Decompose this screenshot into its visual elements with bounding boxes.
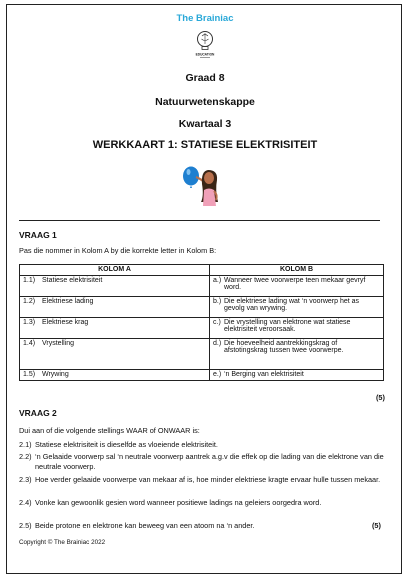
statement-item xyxy=(19,498,389,508)
statement-text: Beide protone en elektrone kan beweeg van een atoom na ‘n ander. xyxy=(35,521,255,530)
item-number: 1.3) xyxy=(23,319,36,326)
question-2-marks: (5) xyxy=(372,521,381,530)
table-row xyxy=(20,370,384,381)
statement-number: 2.2) xyxy=(19,452,32,461)
statement-item xyxy=(19,440,389,450)
statement-text: Statiese elektrisiteit is dieselfde as vloeiende elektrisiteit. xyxy=(35,440,218,449)
matching-table xyxy=(19,264,384,381)
column-b-cell xyxy=(210,297,384,318)
column-a-cell xyxy=(20,370,210,381)
question-1-instruction: Pas die nommer in Kolom A by die korrekte letter in Kolom B: xyxy=(19,246,217,255)
logo-caption: EDUCATION xyxy=(195,52,215,57)
statement-number: 2.3) xyxy=(19,475,32,484)
column-a-cell xyxy=(20,297,210,318)
column-a-cell xyxy=(20,339,210,370)
column-a-cell xyxy=(20,276,210,297)
item-letter: d.) xyxy=(213,340,222,347)
statement-number: 2.5) xyxy=(19,521,32,530)
item-letter: b.) xyxy=(213,298,222,305)
item-number: 1.1) xyxy=(23,277,36,284)
item-letter: a.) xyxy=(213,277,222,284)
column-b-cell xyxy=(210,370,384,381)
statement-text: ‘n Gelaaide voorwerp sal ‘n neutrale voorwerp aantrek a.g.v die effek op die lading van die elektrone van die neutrale voorwerp. xyxy=(35,452,384,471)
copyright-footer: Copyright © The Brainiac 2022 xyxy=(19,539,106,546)
item-number: 1.5) xyxy=(23,371,36,378)
column-a-header: KOLOM A xyxy=(20,265,210,276)
statement-item xyxy=(19,452,389,471)
matching-table-header xyxy=(20,265,384,276)
item-letter: e.) xyxy=(213,371,222,378)
grade-heading: Graad 8 xyxy=(185,72,225,84)
column-b-cell xyxy=(210,318,384,339)
statement-item xyxy=(19,475,389,485)
statement-number: 2.1) xyxy=(19,440,32,449)
worksheet-title: WERKKAART 1: STATIESE ELEKTRISITEIT xyxy=(92,139,318,151)
question-2-instruction: Dui aan of die volgende stellings WAAR of ONWAAR is: xyxy=(19,426,200,435)
table-row xyxy=(20,297,384,318)
balloon-icon xyxy=(183,167,199,186)
item-definition: ‘n Berging van elektrisiteit xyxy=(224,371,304,378)
question-2-heading: VRAAG 2 xyxy=(19,408,57,418)
question-1-heading: VRAAG 1 xyxy=(19,230,57,240)
item-term: Wrywing xyxy=(42,371,69,378)
question-1-marks: (5) xyxy=(376,393,385,402)
item-definition: Wanneer twee voorwerpe teen mekaar gevryf word. xyxy=(224,277,366,291)
girl-with-balloon-illustration xyxy=(180,162,230,206)
item-number: 1.2) xyxy=(23,298,36,305)
item-term: Elektriese krag xyxy=(42,319,89,326)
column-b-header: KOLOM B xyxy=(210,265,384,276)
subject-heading: Natuurwetenskappe xyxy=(155,96,255,108)
term-heading: Kwartaal 3 xyxy=(178,118,232,130)
item-term: Elektriese lading xyxy=(42,298,94,305)
column-a-cell xyxy=(20,318,210,339)
item-term: Statiese elektrisiteit xyxy=(42,277,103,284)
item-definition: Die vrystelling van elektrone wat statiese elektrisiteit veroorsaak. xyxy=(224,319,351,333)
table-row xyxy=(20,318,384,339)
item-definition: Die hoeveelheid aantrekkingskrag of afstotingskrag tussen twee voorwerpe. xyxy=(224,340,344,354)
statement-text: Vonke kan gewoonlik gesien word wanneer positiewe ladings na geleiers oorgedra word. xyxy=(35,498,322,507)
section-divider xyxy=(19,220,380,221)
table-row xyxy=(20,339,384,370)
brand-name: The Brainiac xyxy=(176,13,234,24)
statement-item xyxy=(19,521,389,531)
column-b-cell xyxy=(210,339,384,370)
column-b-cell xyxy=(210,276,384,297)
statement-number: 2.4) xyxy=(19,498,32,507)
statement-text: Hoe verder gelaaide voorwerpe van mekaar af is, hoe minder elektriese kragte ervaar hulle tussen mekaar. xyxy=(35,475,381,484)
lightbulb-logo-icon xyxy=(194,30,216,60)
item-term: Vrystelling xyxy=(42,340,75,347)
item-letter: c.) xyxy=(213,319,221,326)
item-definition: Die elektriese lading wat ‘n voorwerp het as gevolg van wrywing. xyxy=(224,298,360,312)
item-number: 1.4) xyxy=(23,340,36,347)
table-row xyxy=(20,276,384,297)
